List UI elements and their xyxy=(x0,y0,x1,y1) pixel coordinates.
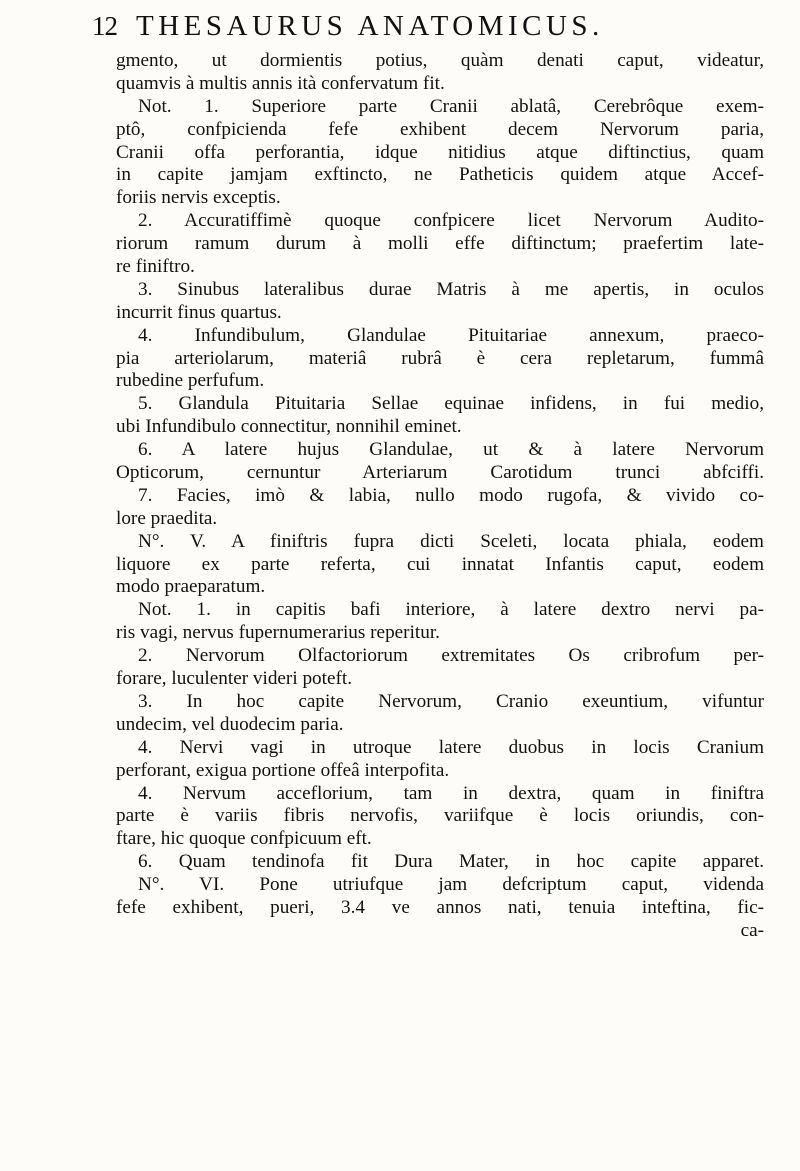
body-text xyxy=(116,50,764,943)
text-line: parte è variis fibris nervofis, variifque è locis oriundis, con- xyxy=(116,805,764,827)
text-line: lore praedita. xyxy=(116,507,218,529)
text-line: riorum ramum durum à molli effe diftinctum; praefertim late- xyxy=(116,233,764,255)
page-number: 12 xyxy=(92,11,117,41)
text-line: Cranii offa perforantia, idque nitidius atque diftinctius, quam xyxy=(116,141,764,163)
text-line: forare, luculenter videri poteft. xyxy=(116,668,353,690)
text-line: ubi Infundibulo connectitur, nonnihil eminet. xyxy=(116,416,462,438)
text-line: fefe exhibent, pueri, 3.4 ve annos nati, tenuia inteftina, fic- xyxy=(116,896,764,918)
text-line: 5. Glandula Pituitaria Sellae equinae infidens, in fui medio, xyxy=(138,393,764,415)
text-line: N°. V. A finiftris fupra dicti Sceleti, locata phiala, eodem xyxy=(138,530,764,552)
text-line: modo praeparatum. xyxy=(116,576,266,598)
text-line: ris vagi, nervus fupernumerarius reperitur. xyxy=(116,622,440,644)
text-line: in capite jamjam exftincto, ne Patheticis quidem atque Accef- xyxy=(116,164,764,186)
text-line: 7. Facies, imò & labia, nullo modo rugofa, & vivido co- xyxy=(138,484,764,506)
text-line: Opticorum, cernuntur Arteriarum Carotidum trunci abfciffi. xyxy=(116,462,764,484)
text-line: 3. In hoc capite Nervorum, Cranio exeuntium, vifuntur xyxy=(138,690,764,712)
text-line: 6. Quam tendinofa fit Dura Mater, in hoc capite apparet. xyxy=(138,851,764,873)
text-line: pia arteriolarum, materiâ rubrâ è cera repletarum, fummâ xyxy=(116,347,764,369)
text-line: undecim, vel duodecim paria. xyxy=(116,713,344,735)
text-line: rubedine perfufum. xyxy=(116,370,265,392)
text-line: gmento, ut dormientis potius, quàm denati caput, videatur, xyxy=(116,50,764,71)
text-line: ftare, hic quoque confpicuum eft. xyxy=(116,828,372,850)
catchword: ca- xyxy=(740,919,764,941)
text-line: 4. Nervi vagi in utroque latere duobus in locis Cranium xyxy=(138,736,764,758)
text-line: ptô, confpicienda fefe exhibent decem Nervorum paria, xyxy=(116,118,764,140)
text-line: foriis nervis exceptis. xyxy=(116,187,281,209)
running-head: THESAURUS ANATOMICUS. xyxy=(136,10,604,42)
text-line: quamvis à multis annis ità confervatum fit. xyxy=(116,72,445,94)
page-header xyxy=(92,10,762,48)
text-line: N°. VI. Pone utriufque jam defcriptum caput, videnda xyxy=(138,874,764,896)
text-line: Not. 1. in capitis bafi interiore, à latere dextro nervi pa- xyxy=(138,599,764,621)
text-line: 3. Sinubus lateralibus durae Matris à me apertis, in oculos xyxy=(138,278,764,300)
text-line: 2. Nervorum Olfactoriorum extremitates Os cribrofum per- xyxy=(138,645,764,667)
text-line: re finiftro. xyxy=(116,256,195,278)
text-line: liquore ex parte referta, cui innatat Infantis caput, eodem xyxy=(116,553,764,575)
text-line: 4. Nervum acceflorium, tam in dextra, quam in finiftra xyxy=(138,782,764,804)
text-line: Not. 1. Superiore parte Cranii ablatâ, Cerebrôque exem- xyxy=(138,95,764,117)
text-line: 2. Accuratiffimè quoque confpicere licet Nervorum Audito- xyxy=(138,210,764,232)
text-line: 6. A latere hujus Glandulae, ut & à latere Nervorum xyxy=(138,439,764,461)
text-line: 4. Infundibulum, Glandulae Pituitariae annexum, praeco- xyxy=(138,324,764,346)
text-line: incurrit finus quartus. xyxy=(116,301,282,323)
text-line: perforant, exigua portione offeâ interpofita. xyxy=(116,759,450,781)
